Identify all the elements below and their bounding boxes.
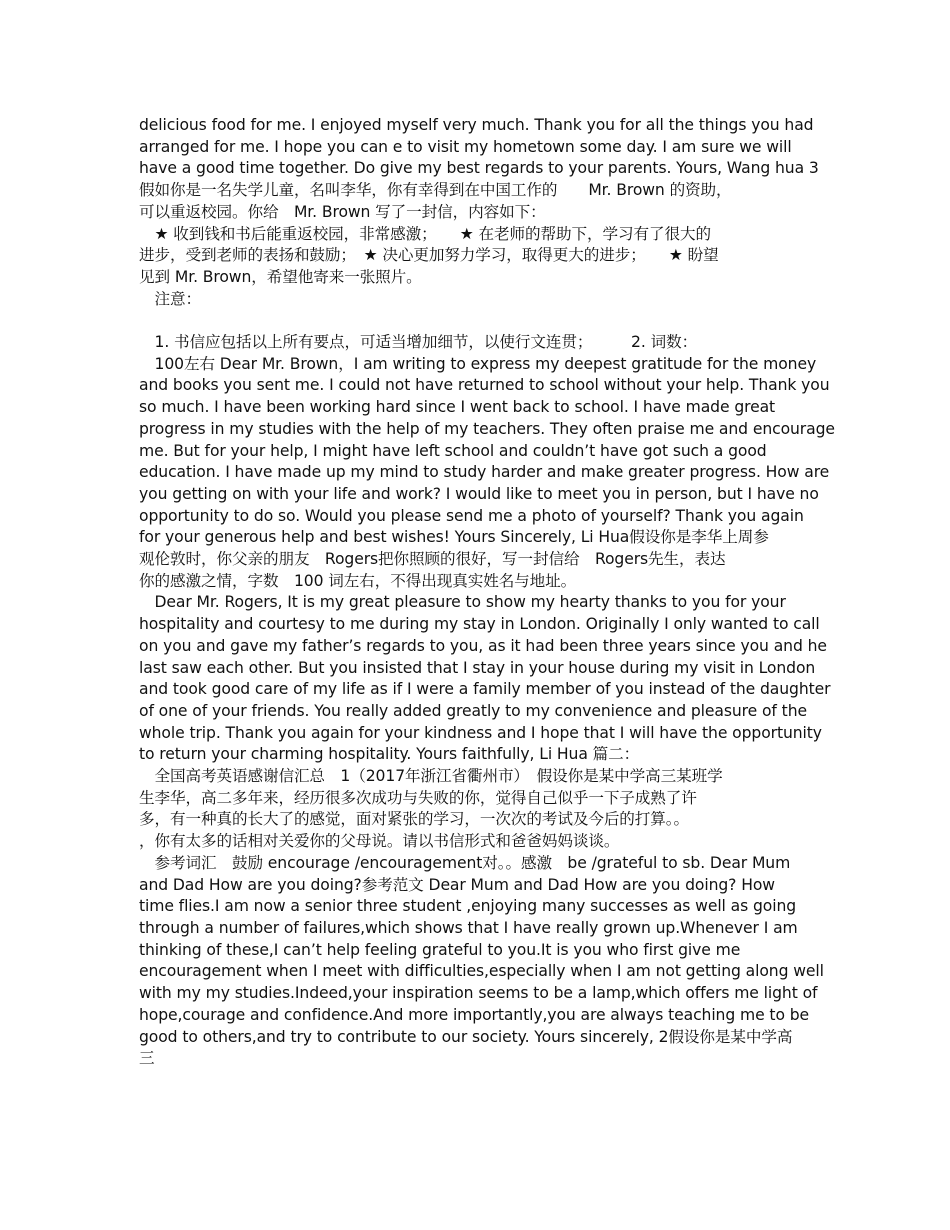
text-line: 假如你是一名失学儿童，名叫李华，你有幸得到在中国工作的 Mr. Brown 的资助， — [139, 181, 732, 200]
text-line: 你的感激之情，字数 100 词左右，不得出现真实姓名与地址。 — [139, 571, 577, 590]
text-line: 注意： — [139, 289, 201, 308]
text-line: 进步，受到老师的表扬和鼓励； ★ 决心更加努力学习，取得更大的进步； ★ 盼望 — [139, 246, 719, 265]
text-line: 观伦敦时，你父亲的朋友 Rogers把你照顾的很好，写一封信给 Rogers先生，表达 — [139, 550, 726, 569]
blank-line — [139, 310, 839, 332]
text-line: 多，有一种真的长大了的感觉，面对紧张的学习，一次次的考试及今后的打算。。 — [139, 810, 689, 829]
text-line: on you and gave my father’s regards to you, as it had been three years since you and he — [139, 636, 827, 655]
text-line: Dear Mr. Rogers, It is my great pleasure to show my hearty thanks to you for your — [139, 593, 786, 612]
text-line: 1. 书信应包括以上所有要点，可适当增加细节，以使行文连贯； 2. 词数： — [139, 333, 698, 352]
text-line: 参考词汇 鼓励 encourage /encouragement对。。感激 be /grateful to sb. Dear Mum — [139, 853, 791, 872]
text-line: hospitality and courtesy to me during my stay in London. Originally I only wanted to call — [139, 615, 820, 634]
text-line: education. I have made up my mind to study harder and make greater progress. How are — [139, 463, 830, 482]
text-line: last saw each other. But you insisted that I stay in your house during my visit in London — [139, 658, 816, 677]
text-line: ★ 收到钱和书后能重返校园，非常感激； ★ 在老师的帮助下，学习有了很大的 — [139, 224, 711, 243]
text-line: for your generous help and best wishes! Yours Sincerely, Li Hua假设你是李华上周参 — [139, 528, 769, 547]
text-line: good to others,and try to contribute to our society. Yours sincerely, 2假设你是某中学高 — [139, 1027, 793, 1046]
text-line: arranged for me. I hope you can e to visit my hometown some day. I am sure we will — [139, 137, 792, 156]
text-line: 可以重返校园。你给 Mr. Brown 写了一封信，内容如下： — [139, 202, 546, 221]
text-line: 见到 Mr. Brown，希望他寄来一张照片。 — [139, 267, 422, 286]
text-line: have a good time together. Do give my best regards to your parents. Yours, Wang hua 3 — [139, 159, 819, 178]
text-line: opportunity to do so. Would you please send me a photo of yourself? Thank you again — [139, 506, 804, 525]
text-line: 100左右 Dear Mr. Brown，I am writing to express my deepest gratitude for the money — [139, 354, 817, 373]
text-line: thinking of these,I can’t help feeling grateful to you.It is you who first give me — [139, 940, 741, 959]
text-line: and took good care of my life as if I were a family member of you instead of the daughter — [139, 680, 831, 699]
text-line: delicious food for me. I enjoyed myself very much. Thank you for all the things you had — [139, 116, 814, 134]
text-line: ，你有太多的话相对关爱你的父母说。请以书信形式和爸爸妈妈谈谈。 — [139, 832, 620, 851]
text-line: through a number of failures,which shows that I have really grown up.Whenever I am — [139, 919, 798, 937]
text-line: and Dad How are you doing?参考范文 Dear Mum and Dad How are you doing? How — [139, 875, 775, 894]
text-line: 全国高考英语感谢信汇总 1（2017年浙江省衢州市） 假设你是某中学高三某班学 — [139, 767, 723, 786]
text-line: to return your charming hospitality. Yours faithfully, Li Hua 篇二： — [139, 745, 640, 764]
text-line: and books you sent me. I could not have returned to school without your help. Thank you — [139, 376, 830, 395]
text-line: you getting on with your life and work? I would like to meet you in person, but I have no — [139, 484, 819, 503]
text-line: with my my studies.Indeed,your inspiration seems to be a lamp,which offers me light of — [139, 984, 818, 1003]
text-line: 生李华，高二多年来，经历很多次成功与失败的你，觉得自己似乎一下子成熟了许 — [139, 788, 697, 807]
document-body — [139, 115, 839, 1070]
text-line: progress in my studies with the help of my teachers. They often praise me and encourage — [139, 419, 835, 438]
text-line: encouragement when I meet with difficulties,especially when I am not getting along well — [139, 962, 824, 981]
text-line: of one of your friends. You really added greatly to my convenience and pleasure of the — [139, 701, 807, 720]
text-line: me. But for your help, I might have left school and couldn’t have got such a good — [139, 441, 767, 460]
text-line: 三 — [139, 1049, 155, 1068]
text-line: so much. I have been working hard since I went back to school. I have made great — [139, 398, 776, 417]
text-line: time flies.I am now a senior three student ,enjoying many successes as well as going — [139, 897, 797, 916]
text-line: whole trip. Thank you again for your kindness and I hope that I will have the opportunity — [139, 723, 822, 742]
text-line: hope,courage and confidence.And more importantly,you are always teaching me to be — [139, 1005, 810, 1024]
